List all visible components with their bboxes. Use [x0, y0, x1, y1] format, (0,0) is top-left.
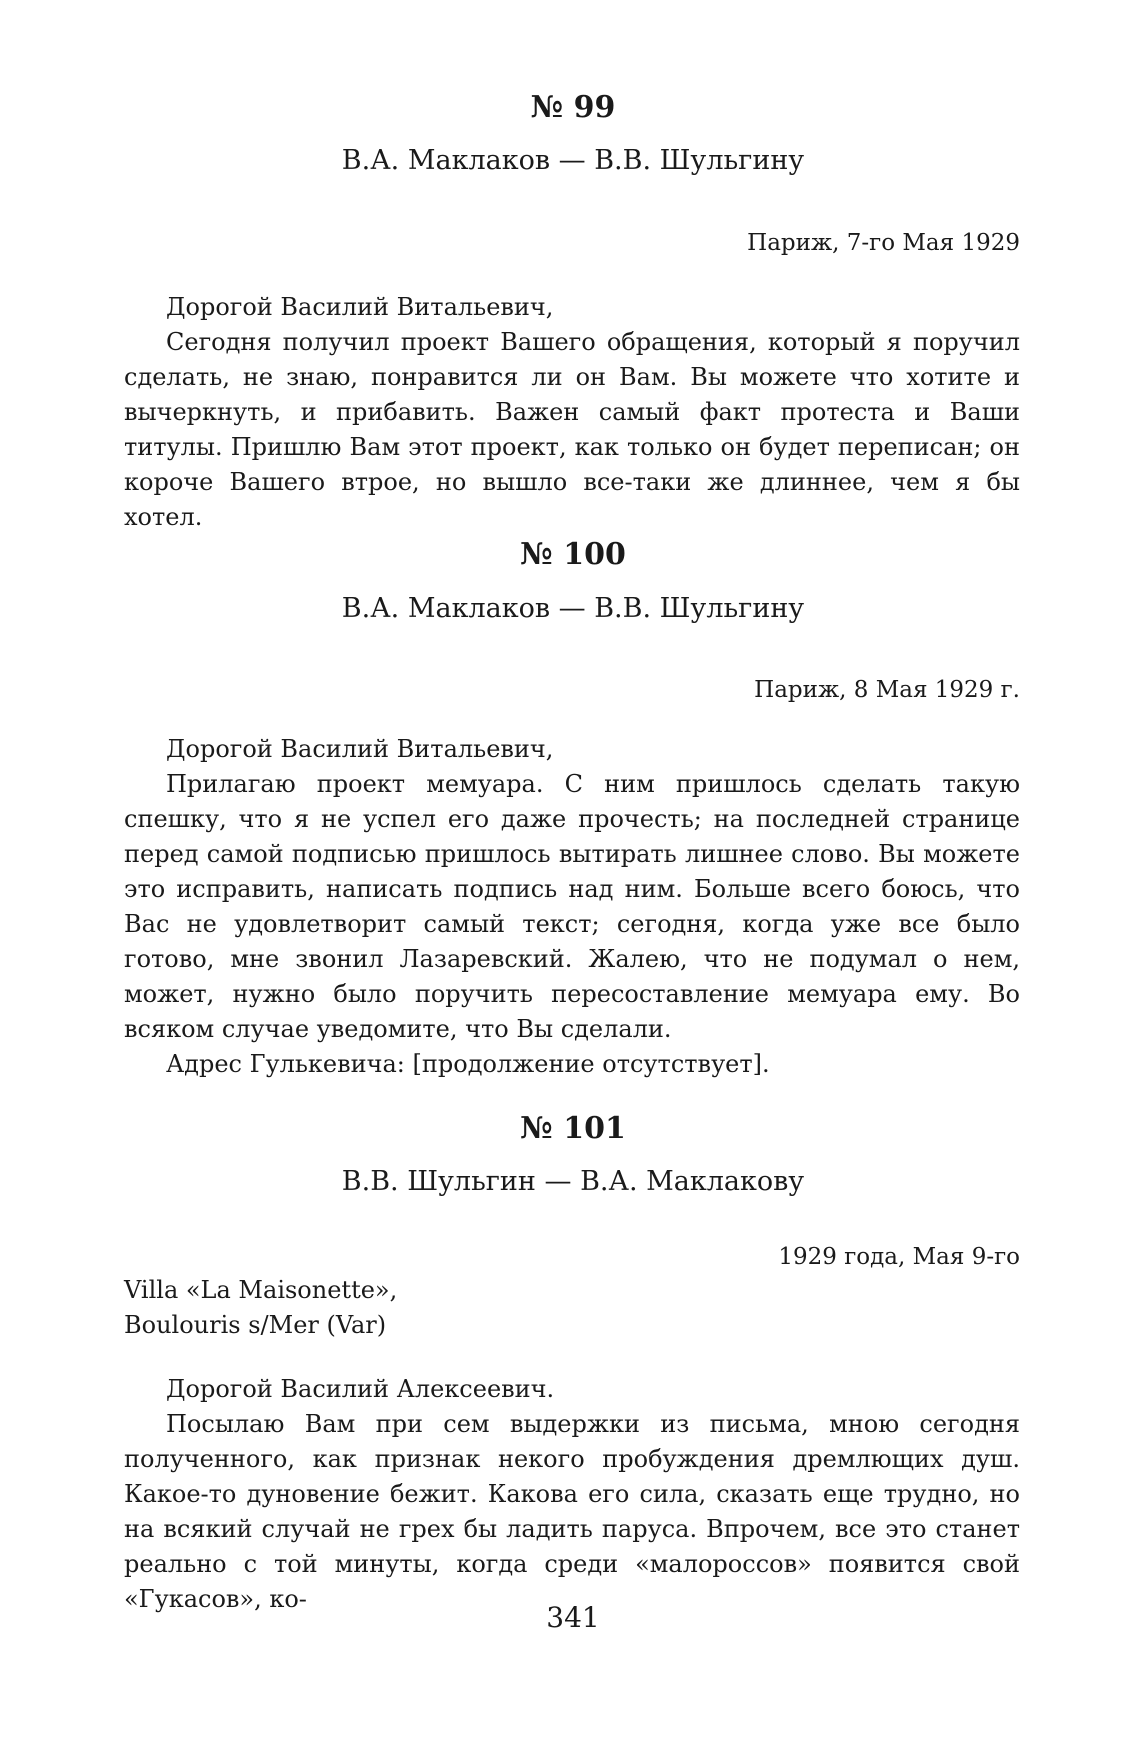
address-line: Villa «La Maisonette»,	[124, 1276, 398, 1304]
letter-101-number: № 101	[520, 1111, 626, 1146]
address-line: Boulouris s/Mer (Var)	[124, 1311, 387, 1339]
letter-99-body	[124, 290, 1020, 535]
page-number: 341	[546, 1601, 600, 1634]
letter-100-date: Париж, 8 Мая 1929 г.	[754, 677, 1020, 703]
letter-101-salutation: Дорогой Василий Алексеевич.	[166, 1375, 555, 1403]
letter-100-body	[124, 732, 1020, 1082]
letter-100-number: № 100	[520, 537, 626, 572]
letter-100-paragraph-1: Прилагаю проект мемуара. С ним пришлось сделать такую спешку, что я не успел его даже прочесть; на последней странице перед самой подписью пришлось вытирать лишнее слово. Вы можете это исправить, написать подпись над ним. Больше всего боюсь, что Вас не удовлетворит самый текст; сегодня, когда уже все было готово, мне звонил Лазаревский. Жалею, что не подумал о нем, может, нужно было поручить пересоставление мемуара ему. Во всяком случае уведомите, что Вы сделали.	[124, 770, 1020, 1043]
letter-101-paragraph-1: Посылаю Вам при сем выдержки из письма, мною сегодня полученного, как признак некого пробуждения дремлющих душ. Какое-то дуновение бежит. Какова его сила, сказать еще трудно, но на всякий случай не грех бы ладить паруса. Впрочем, все это станет реально с той минуты, когда среди «малороссов» появится свой «Гукасов», ко-	[124, 1410, 1020, 1613]
letter-99-paragraph-1: Сегодня получил проект Вашего обращения, который я поручил сделать, не знаю, понравится ли он Вам. Вы можете что хотите и вычеркнуть, и прибавить. Важен самый факт протеста и Ваши титулы. Пришлю Вам этот проект, как только он будет переписан; он короче Вашего втрое, но вышло все-таки же длиннее, чем я бы хотел.	[124, 328, 1020, 531]
letter-99-correspondents: В.А. Маклаков — В.В. Шульгину	[341, 145, 805, 176]
letter-100-salutation: Дорогой Василий Витальевич,	[166, 735, 554, 763]
letter-101-body	[124, 1372, 1020, 1617]
letter-101-address	[124, 1273, 1020, 1343]
letter-99-salutation: Дорогой Василий Витальевич,	[166, 293, 554, 321]
letter-99-date: Париж, 7-го Мая 1929	[747, 230, 1020, 256]
letter-101-correspondents: В.В. Шульгин — В.А. Маклакову	[341, 1166, 805, 1197]
letter-101-date: 1929 года, Мая 9-го	[778, 1244, 1020, 1270]
letter-99-number: № 99	[530, 90, 616, 125]
letter-100-correspondents: В.А. Маклаков — В.В. Шульгину	[341, 593, 805, 624]
letter-100-paragraph-2: Адрес Гулькевича: [продолжение отсутствует].	[166, 1050, 770, 1078]
